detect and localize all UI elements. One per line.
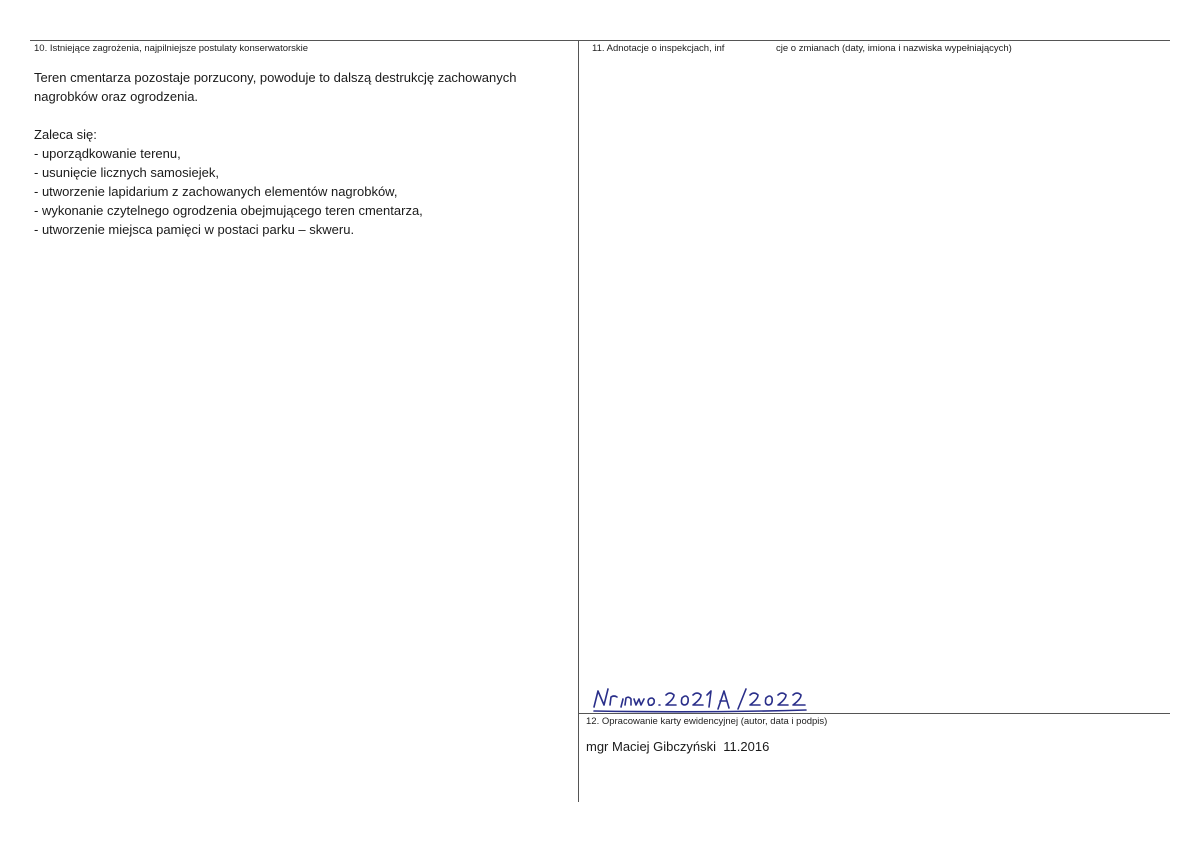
- column-divider: [578, 40, 579, 802]
- top-rule: [30, 40, 1170, 41]
- author-signature-line: [586, 737, 769, 756]
- recommend-intro: Zaleca się:: [34, 127, 97, 142]
- author-date: 11.2016: [723, 739, 770, 754]
- recommend-item-3: - utworzenie lapidarium z zachowanych elementów nagrobków,: [34, 184, 398, 199]
- section-12-caption: 12. Opracowanie karty ewidencyjnej (autor, data i podpis): [586, 716, 828, 727]
- section-10-caption: 10. Istniejące zagrożenia, najpilniejsze postulaty konserwatorskie: [34, 43, 309, 54]
- section-10-content: [34, 68, 574, 239]
- recommend-item-5: - utworzenie miejsca pamięci w postaci parku – skweru.: [34, 222, 355, 237]
- section-10-paragraph-line-1: Teren cmentarza pozostaje porzucony, powoduje to dalszą destrukcję zachowanych: [34, 70, 517, 85]
- recommend-item-4: - wykonanie czytelnego ogrodzenia obejmującego teren cmentarza,: [34, 203, 423, 218]
- recommend-item-1: - uporządkowanie terenu,: [34, 146, 181, 161]
- recommend-item-2: - usunięcie licznych samosiejek,: [34, 165, 219, 180]
- section-11-caption-part-1: 11. Adnotacje o inspekcjach, inf: [592, 43, 725, 54]
- section-10-paragraph-line-2: nagrobków oraz ogrodzenia.: [34, 89, 199, 104]
- section-12-rule: [578, 713, 1170, 714]
- author-name: mgr Maciej Gibczyński: [586, 739, 717, 754]
- handwritten-inventory-number: [590, 683, 850, 715]
- section-11-caption-part-2: cje o zmianach (daty, imiona i nazwiska wypełniających): [776, 43, 1012, 54]
